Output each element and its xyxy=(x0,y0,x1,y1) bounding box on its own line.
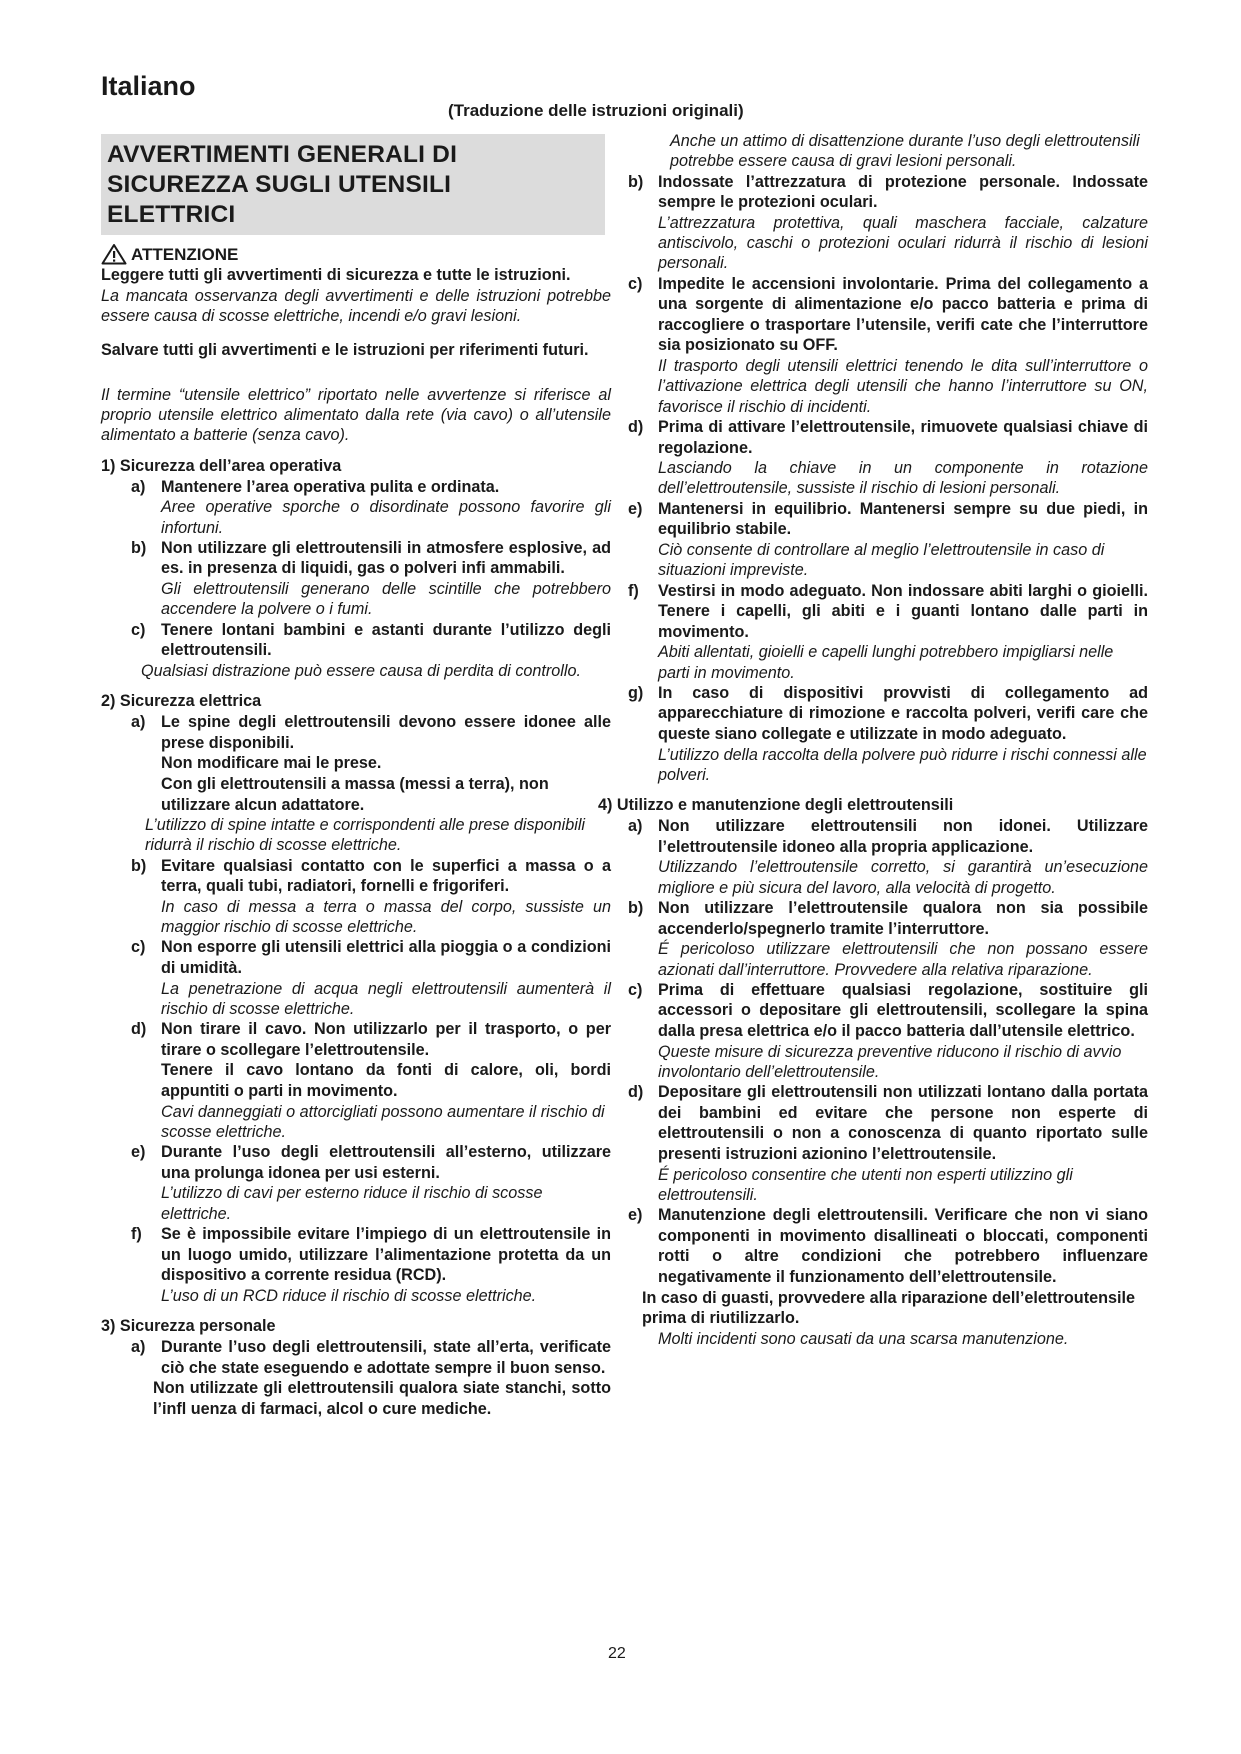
s4-item-b: b) Non utilizzare l’elettroutensile qualora non sia possibile accenderlo/spegnerlo tramite l’interruttore. xyxy=(628,899,1148,938)
s3-item-d-note: Lasciando la chiave in un componente in rotazione dell’elettroutensile, sussiste il rischio di lesioni personali. xyxy=(658,459,1148,498)
language-title: Italiano xyxy=(101,71,196,101)
right-column xyxy=(598,131,1148,1349)
s3-item-e-note: Ciò consente di controllare al meglio l’elettroutensile in caso di situazioni impreviste. xyxy=(658,540,1105,580)
s4-item-e-text2: In caso di guasti, provvedere alla riparazione dell’elettroutensile prima di riutilizzarlo. xyxy=(642,1288,1135,1328)
section-2-items xyxy=(101,712,611,1306)
section-heading: AVVERTIMENTI GENERALI DI SICUREZZA SUGLI UTENSILI ELETTRICI xyxy=(107,141,458,228)
attention-label: ATTENZIONE xyxy=(131,244,239,264)
s2-item-f-note: L’uso di un RCD riduce il rischio di scosse elettriche. xyxy=(161,1286,537,1305)
section-1-items xyxy=(101,477,611,681)
section-1-title: 1) Sicurezza dell’area operativa xyxy=(101,456,342,475)
s1-item-b: b) Non utilizzare gli elettroutensili in atmosfere esplosive, ad es. in presenza di liquidi, gas o polveri infi ammabili. xyxy=(131,538,611,578)
s2-item-a: a) Le spine degli elettroutensili devono essere idonee alle prese disponibili. xyxy=(131,713,611,752)
s3-item-f-note: Abiti allentati, gioielli e capelli lunghi potrebbero impigliarsi nelle parti in movimento. xyxy=(658,643,1114,682)
s3-item-g-note: L’utilizzo della raccolta della polvere può ridurre i rischi connessi alle polveri. xyxy=(658,745,1147,784)
s2-item-c-note: La penetrazione di acqua negli elettroutensili aumenterà il rischio di scosse elettriche. xyxy=(161,979,611,1018)
s3-item-a-text2: Non utilizzate gli elettroutensili qualora siate stanchi, sotto l’infl uenza di farmaci, alcol o cure mediche. xyxy=(153,1379,611,1418)
s2-item-b: b) Evitare qualsiasi contatto con le superfici a massa o a terra, quali tubi, radiatori, fornelli e frigoriferi. xyxy=(131,856,611,896)
s4-item-b-note: É pericoloso utilizzare elettroutensili che non possano essere azionati dall’interruttore. Provvedere alla relativa riparazione. xyxy=(658,940,1148,979)
section-3-title: 3) Sicurezza personale xyxy=(101,1317,276,1336)
intro-read-all-note: La mancata osservanza degli avvertimenti e delle istruzioni potrebbe essere causa di scosse elettriche, incendi e/o gravi lesioni. xyxy=(101,286,611,325)
s2-item-a-note: L’utilizzo di spine intatte e corrispondenti alle prese disponibili ridurrà il rischio di scosse elettriche. xyxy=(145,816,586,855)
warning-triangle-icon xyxy=(101,243,127,265)
section-3-items-left xyxy=(101,1337,611,1419)
s4-item-a: a) Non utilizzare elettroutensili non idonei. Utilizzare l’elettroutensile idoneo alla propria applicazione. xyxy=(628,817,1148,856)
s2-item-a-text3: Con gli elettroutensili a massa (messi a terra), non utilizzare alcun adattatore. xyxy=(161,774,549,814)
s4-item-e: e) Manutenzione degli elettroutensili. Verificare che non vi siano componenti in movimento disallineati o bloccati, componenti rotti o altre condizioni che potrebbero influenzare negativamente il funzionamento dell’elettroutensile. xyxy=(628,1206,1148,1286)
s2-item-d-text2: Tenere il cavo lontano da fonti di calore, oli, bordi appuntiti o parti in movimento. xyxy=(161,1061,611,1101)
s2-item-f: f) Se è impossibile evitare l’impiego di un elettroutensile in un luogo umido, utilizzare l’alimentazione protetta da un dispositivo a corrente residua (RCD). xyxy=(131,1225,611,1285)
s4-item-d-note: É pericoloso consentire che utenti non esperti utilizzino gli elettroutensili. xyxy=(658,1165,1073,1204)
s2-item-d-note: Cavi danneggiati o attorcigliati possono aumentare il rischio di scosse elettriche. xyxy=(161,1102,605,1141)
s2-item-c: c) Non esporre gli utensili elettrici alla pioggia o a condizioni di umidità. xyxy=(131,938,611,978)
s3-item-a-note: Anche un attimo di disattenzione durante l’uso degli elettroutensili potrebbe essere causa di gravi lesioni personali. xyxy=(670,132,1140,171)
section-heading-box xyxy=(101,134,605,235)
s4-item-c-note: Queste misure di sicurezza preventive riducono il rischio di avvio involontario dell’elettroutensile. xyxy=(658,1042,1122,1081)
s1-item-c: c) Tenere lontani bambini e astanti durante l’utilizzo degli elettroutensili. xyxy=(131,620,611,660)
s3-item-e: e) Mantenersi in equilibrio. Mantenersi sempre su due piedi, in equilibrio stabile. xyxy=(628,499,1148,539)
s2-item-d: d) Non tirare il cavo. Non utilizzarlo per il trasporto, o per tirare o scollegare l’elettroutensile. xyxy=(131,1020,611,1059)
s1-item-a-note: Aree operative sporche o disordinate possono favorire gli infortuni. xyxy=(161,498,611,537)
page-number: 22 xyxy=(608,1645,626,1662)
s3-item-c: c) Impedite le accensioni involontarie. Prima del collegamento a una sorgente di alimentazione e/o pacco batteria e prima di raccogliere o trasportare l’utensile, verifi cate che l’interruttore sia posizionato su OFF. xyxy=(628,274,1148,355)
s4-item-a-note: Utilizzando l’elettroutensile corretto, si garantirà un’esecuzione migliore e più sicura del lavoro, alla velocità di progetto. xyxy=(658,858,1148,897)
s3-item-g: g) In caso di dispositivi provvisti di collegamento ad apparecchiature di rimozione e raccolta polveri, verifi care che queste siano collegate e utilizzate in modo adeguato. xyxy=(628,683,1148,744)
section-4-title: 4) Utilizzo e manutenzione degli elettroutensili xyxy=(598,796,954,815)
intro-save: Salvare tutti gli avvertimenti e le istruzioni per riferimenti futuri. xyxy=(101,341,589,360)
s2-item-b-note: In caso di messa a terra o massa del corpo, sussiste un maggior rischio di scosse elettriche. xyxy=(161,897,611,937)
s1-item-a: a) Mantenere l’area operativa pulita e ordinata. xyxy=(131,477,500,496)
s2-item-e: e) Durante l’uso degli elettroutensili all’esterno, utilizzare una prolunga idonea per usi esterni. xyxy=(131,1143,611,1182)
s3-item-d: d) Prima di attivare l’elettroutensile, rimuovete qualsiasi chiave di regolazione. xyxy=(628,417,1148,457)
s1-item-c-note: Qualsiasi distrazione può essere causa di perdita di controllo. xyxy=(141,661,582,680)
s3-item-a: a) Durante l’uso degli elettroutensili, state all’erta, verificate ciò che state eseguendo e adottate sempre il buon senso. xyxy=(131,1338,611,1377)
s3-item-b-note: L’attrezzatura protettiva, quali maschera facciale, calzature antiscivolo, caschi o protezioni oculari ridurrà il rischio di lesioni personali. xyxy=(658,213,1148,273)
s2-item-a-text2: Non modificare mai le prese. xyxy=(161,754,382,773)
intro-term: Il termine “utensile elettrico” riportato nelle avvertenze si riferisce al proprio utensile elettrico alimentato dalla rete (via cavo) o all’utensile alimentato a batterie (senza cavo). xyxy=(101,385,611,445)
section-2-title: 2) Sicurezza elettrica xyxy=(101,692,262,711)
translation-subtitle: (Traduzione delle istruzioni originali) xyxy=(448,101,744,120)
s2-item-e-note: L’utilizzo di cavi per esterno riduce il rischio di scosse elettriche. xyxy=(161,1184,543,1223)
left-column xyxy=(101,134,611,1419)
s3-item-f: f) Vestirsi in modo adeguato. Non indossare abiti larghi o gioielli. Tenere i capelli, gli abiti e i guanti lontano dalle parti in movimento. xyxy=(628,581,1148,641)
s3-item-c-note: Il trasporto degli utensili elettrici tenendo le dita sull’interruttore o l’attivazione elettrica degli utensili che hanno l’interruttore su ON, favorisce il rischio di incidenti. xyxy=(658,357,1148,416)
s1-item-b-note: Gli elettroutensili generano delle scintille che potrebbero accendere la polvere o i fumi. xyxy=(161,580,611,619)
s4-item-e-note: Molti incidenti sono causati da una scarsa manutenzione. xyxy=(658,1329,1069,1348)
s4-item-c: c) Prima di effettuare qualsiasi regolazione, sostituire gli accessori o depositare gli elettroutensili, scollegare la spina dalla presa elettrica e/o il pacco batteria dall’utensile elettrico. xyxy=(628,980,1148,1040)
s3-item-b: b) Indossate l’attrezzatura di protezione personale. Indossate sempre le protezioni oculari. xyxy=(628,172,1148,212)
s4-item-d: d) Depositare gli elettroutensili non utilizzati lontano dalla portata dei bambini ed evitare che persone non esperte di elettroutensili o non a conoscenza di quanto riportato sulle presenti istruzioni azionino l’elettroutensile. xyxy=(628,1083,1148,1163)
intro-read-all: Leggere tutti gli avvertimenti di sicurezza e tutte le istruzioni. xyxy=(101,266,571,284)
attention-header xyxy=(101,243,611,265)
